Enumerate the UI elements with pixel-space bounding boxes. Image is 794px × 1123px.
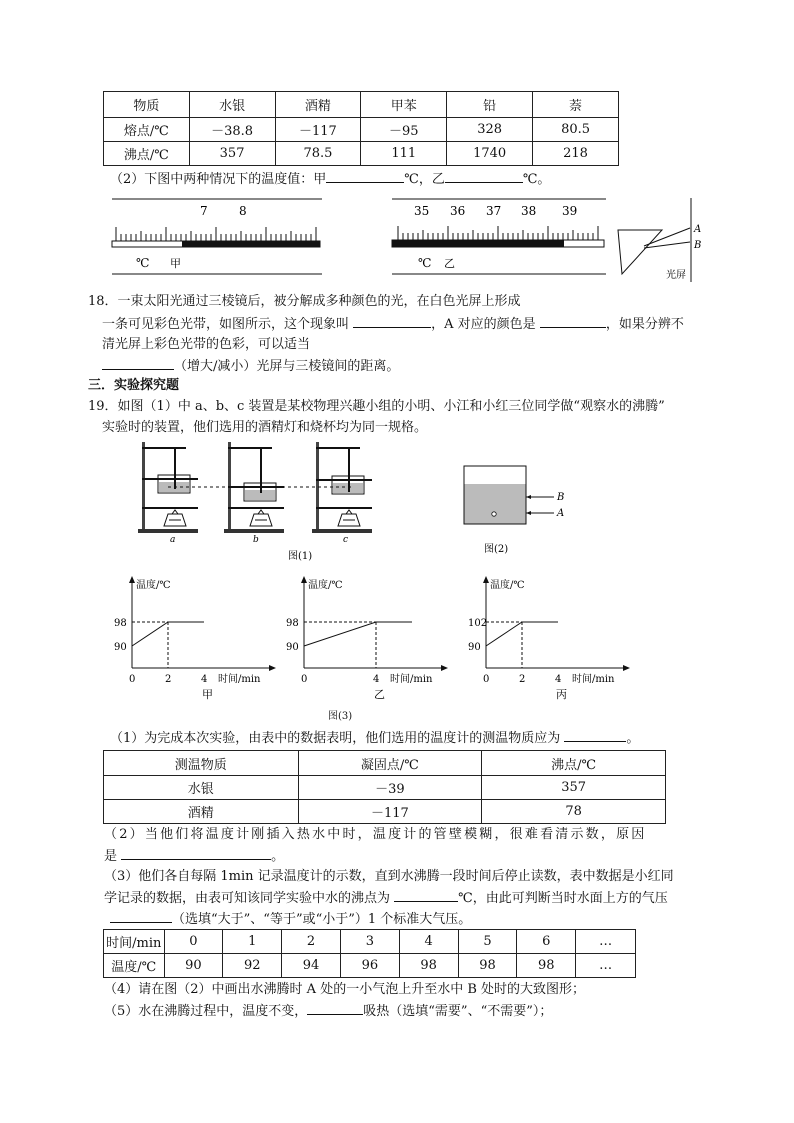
table-cell: 90 <box>164 954 223 978</box>
table-cell: 5 <box>458 930 517 954</box>
stand-base <box>312 529 372 533</box>
y-axis-arrow <box>483 576 489 583</box>
y-tick-label: 90 <box>114 642 127 653</box>
answer-blank[interactable] <box>102 357 174 370</box>
question-19-line-1: 19．如图（1）中 a、b、c 装置是某校物理兴趣小组的小明、小江和小红三位同学做“观察水的沸腾” <box>88 399 665 414</box>
beaker-label-b: B <box>557 492 565 503</box>
table-cell: 357 <box>482 776 666 800</box>
series-line <box>304 622 412 646</box>
question-19-3-line-2: 学记录的数据，由表可知该同学实验中水的沸点为 ℃，由此可判断当时水面上方的气压 <box>104 891 668 906</box>
table-cell: … <box>576 930 636 954</box>
table-cell: 温度/℃ <box>104 954 165 978</box>
question-18-line-3: 清光屏上彩色光带的色彩，可以适当 <box>102 337 311 352</box>
table-cell: 92 <box>223 954 282 978</box>
table-cell: 111 <box>361 142 447 166</box>
y-tick-label: 90 <box>468 642 481 653</box>
x-tick-label: 2 <box>519 674 526 685</box>
x-tick-label: 0 <box>129 674 136 685</box>
tick-label: 37 <box>486 204 502 218</box>
chart-bing <box>464 576 644 700</box>
screen-label: 光屏 <box>666 270 686 281</box>
tick-label: 38 <box>521 204 537 218</box>
table-cell: 时间/min <box>104 930 165 954</box>
chart-title: 甲 <box>202 688 213 700</box>
question-19-3-line-3: （选填“大于”、“等于”或“小于”）1 个标准大气压。 <box>110 910 471 929</box>
table-cell: 凝固点/℃ <box>298 751 482 776</box>
figure-caption: 图(1) <box>288 551 313 562</box>
prism-label-a: A <box>694 224 702 235</box>
table-cell: －38.8 <box>189 118 275 142</box>
table-cell: 218 <box>533 142 619 166</box>
unit-label: ℃ <box>136 256 150 270</box>
y-tick-label: 90 <box>286 642 299 653</box>
question-19-line-2: 实验时的装置，他们选用的酒精灯和烧杯均为同一规格。 <box>102 420 428 435</box>
tick-label: 36 <box>450 204 466 218</box>
table-cell: 萘 <box>533 92 619 118</box>
prism-label-b: B <box>694 240 702 251</box>
melting-boiling-table <box>103 91 619 166</box>
table-cell: 94 <box>282 954 341 978</box>
y-tick-label: 98 <box>286 618 299 629</box>
apparatus-label: a <box>170 535 176 545</box>
table-cell: 0 <box>164 930 223 954</box>
stand-base <box>138 529 198 533</box>
table-cell: 2 <box>282 930 341 954</box>
chart-jia <box>110 576 290 700</box>
table-cell: 96 <box>340 954 399 978</box>
unit-label: ℃ <box>418 256 432 270</box>
question-19-2-line-1: （2）当他们将温度计刚插入热水中时，温度计的管壁模糊，很难看清示数，原因 <box>104 827 647 842</box>
x-axis-label: 时间/min <box>218 674 261 685</box>
table-cell: 98 <box>458 954 517 978</box>
answer-blank[interactable] <box>110 910 172 923</box>
figure-caption: 图(2) <box>484 544 509 555</box>
table-cell: 4 <box>399 930 458 954</box>
table-cell: －117 <box>298 800 482 824</box>
flame <box>255 510 267 520</box>
tick-label: 8 <box>239 204 247 218</box>
table-cell: －39 <box>298 776 482 800</box>
table-cell: 1740 <box>447 142 533 166</box>
apparatus-label: b <box>253 535 259 545</box>
table-cell: 水银 <box>189 92 275 118</box>
x-tick-label: 4 <box>201 674 208 685</box>
table-cell: 熔点/℃ <box>104 118 190 142</box>
table-cell: 沸点/℃ <box>104 142 190 166</box>
figure-3-caption: 图(3) <box>328 711 353 722</box>
table-cell: 78.5 <box>275 142 361 166</box>
table-cell: 3 <box>340 930 399 954</box>
chart-title: 丙 <box>556 688 567 700</box>
thermometer-yi <box>388 195 610 277</box>
answer-blank[interactable] <box>540 315 606 328</box>
answer-blank[interactable] <box>326 170 404 183</box>
y-axis-arrow <box>129 576 135 583</box>
tick-label: 35 <box>414 204 430 218</box>
x-axis-arrow <box>623 665 630 671</box>
x-tick-label: 4 <box>555 674 562 685</box>
question-19-1: （1）为完成本次实验，由表中的数据表明，他们选用的温度计的测温物质应为 。 <box>110 731 640 746</box>
table-cell: 6 <box>517 930 576 954</box>
question-18-line-4: （增大/减小）光屏与三棱镜间的距离。 <box>102 357 399 376</box>
table-cell: 357 <box>189 142 275 166</box>
table-cell: … <box>576 954 636 978</box>
x-axis-arrow <box>441 665 448 671</box>
answer-blank[interactable] <box>353 315 431 328</box>
beaker-label-a: A <box>557 508 565 519</box>
x-axis-arrow <box>269 665 276 671</box>
flame <box>169 510 181 520</box>
question-18-line-1: 18．一束太阳光通过三棱镜后，被分解成多种颜色的光，在白色光屏上形成 <box>88 294 521 309</box>
table-cell: 1 <box>223 930 282 954</box>
x-axis-label: 时间/min <box>390 674 433 685</box>
thermometer-substance-table <box>103 750 666 824</box>
y-tick-label: 98 <box>114 618 127 629</box>
figure-2-beaker <box>460 462 570 558</box>
table-cell: －95 <box>361 118 447 142</box>
table-cell: 沸点/℃ <box>482 751 666 776</box>
answer-blank[interactable] <box>394 889 458 902</box>
figure-1-apparatus <box>132 440 372 564</box>
answer-blank[interactable] <box>307 1002 363 1015</box>
table-cell: 物质 <box>104 92 190 118</box>
answer-blank[interactable] <box>564 729 626 742</box>
table-cell: 水银 <box>104 776 299 800</box>
table-cell: 测温物质 <box>104 751 299 776</box>
thermometer-label: 甲 <box>170 257 181 270</box>
question-19-4: （4）请在图（2）中画出水沸腾时 A 处的一小气泡上升至水中 B 处时的大致图形； <box>104 982 586 997</box>
time-temperature-table <box>103 929 636 978</box>
prism-diagram <box>614 196 704 284</box>
x-axis-label: 时间/min <box>572 674 615 685</box>
table-cell: 78 <box>482 800 666 824</box>
question-17-2: （2）下图中两种情况下的温度值：甲 ℃，乙 ℃。 <box>110 172 551 187</box>
tick-label: 39 <box>562 204 578 218</box>
chart-yi <box>282 576 462 700</box>
table-cell: 甲苯 <box>361 92 447 118</box>
x-tick-label: 4 <box>373 674 380 685</box>
y-axis-label: 温度/℃ <box>308 580 343 591</box>
flame <box>343 510 355 520</box>
chart-title: 乙 <box>374 688 385 700</box>
x-tick-label: 0 <box>301 674 308 685</box>
table-cell: 80.5 <box>533 118 619 142</box>
table-cell: 98 <box>399 954 458 978</box>
table-cell: －117 <box>275 118 361 142</box>
x-tick-label: 2 <box>165 674 172 685</box>
table-cell: 328 <box>447 118 533 142</box>
question-19-5: （5）水在沸腾过程中，温度不变， 吸热（选填“需要”、“不需要”）； <box>104 1004 553 1019</box>
question-19-2-line-2: 是 。 <box>104 849 285 864</box>
stand-base <box>224 529 284 533</box>
question-18-line-2: 一条可见彩色光带，如图所示，这个现象叫 ，A 对应的颜色是 ，如果分辨不 <box>102 317 684 332</box>
thermometer-label: 乙 <box>444 257 455 270</box>
table-cell: 酒精 <box>104 800 299 824</box>
section-heading: 三．实验探究题 <box>88 378 180 393</box>
apparatus-label: c <box>343 535 349 545</box>
y-tick-label: 102 <box>468 618 488 629</box>
y-axis-arrow <box>301 576 307 583</box>
y-axis-label: 温度/℃ <box>490 580 525 591</box>
answer-blank[interactable] <box>121 847 271 860</box>
answer-blank[interactable] <box>445 170 523 183</box>
table-cell: 酒精 <box>275 92 361 118</box>
table-cell: 铅 <box>447 92 533 118</box>
y-axis-label: 温度/℃ <box>136 580 171 591</box>
question-19-3-line-1: （3）他们各自每隔 1min 记录温度计的示数，直到水沸腾一段时间后停止读数，表中数据是小红同 <box>104 869 674 884</box>
stand-rod <box>142 442 145 532</box>
thermometer-jia <box>108 195 326 277</box>
tick-label: 7 <box>200 204 208 218</box>
x-tick-label: 0 <box>483 674 490 685</box>
table-cell: 98 <box>517 954 576 978</box>
